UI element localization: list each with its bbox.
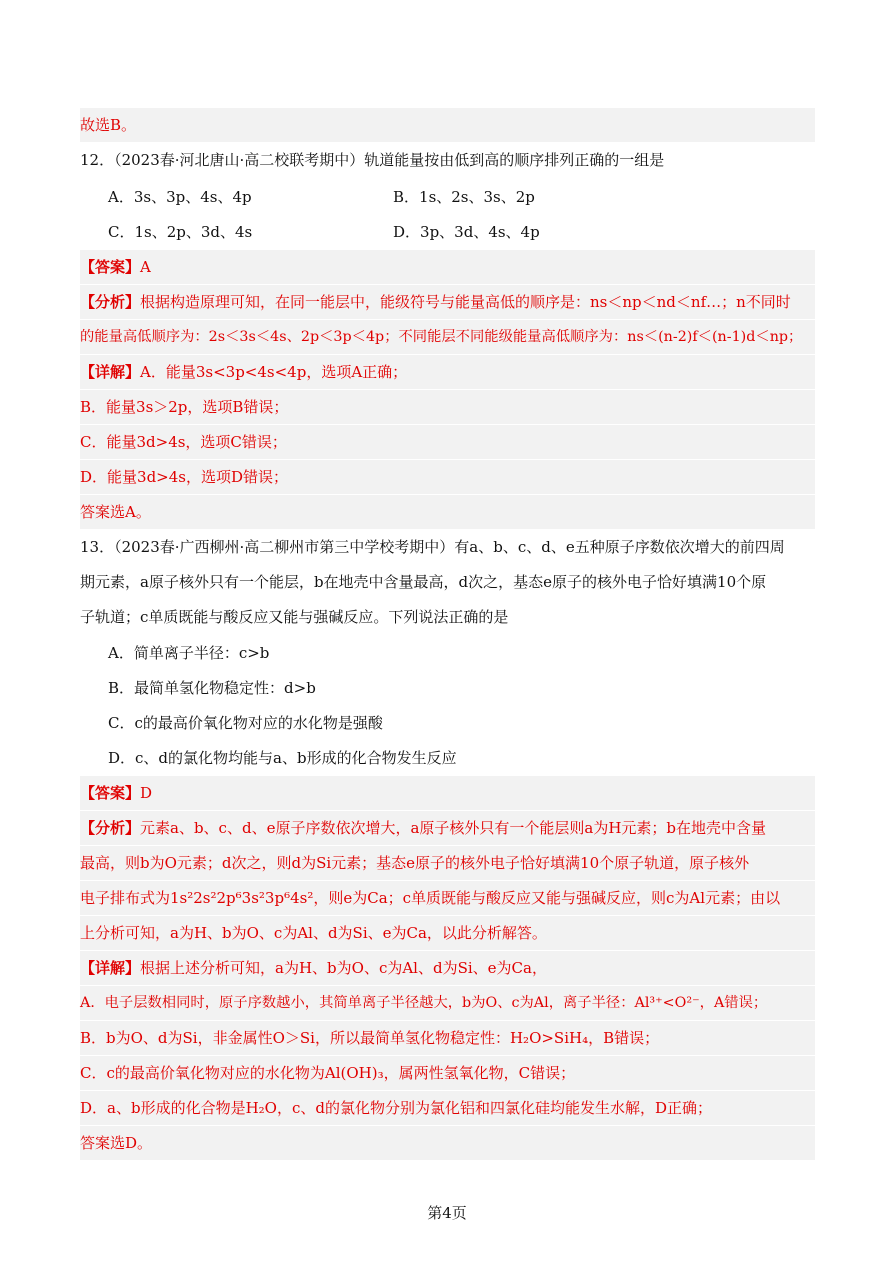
q12-option-b: B．1s、2s、3s、2p <box>393 188 535 206</box>
q13-analysis-line-2: 最高，则b为O元素；d次之，则d为Si元素；基态e原子的核外电子恰好填满10个原子轨道，原子核外 <box>80 846 815 880</box>
analysis-tag: 【分析】 <box>80 293 141 311</box>
page-number: 第4页 <box>427 1204 467 1222</box>
prev-conclusion: 故选B。 <box>80 108 815 142</box>
q13-stem-line-1: 13．（2023春·广西柳州·高二柳州市第三中学校考期中）有a、b、c、d、e五种原子序数依次增大的前四周 <box>80 538 785 556</box>
analysis-text: 元素a、b、c、d、e原子序数依次增大，a原子核外只有一个能层则a为H元素；b在地壳中含量 <box>140 819 767 837</box>
q12-option-d: D．3p、3d、4s、4p <box>393 223 540 241</box>
q12-option-a: A．3s、3p、4s、4p <box>108 188 252 206</box>
q12-analysis-line-2: 的能量高低顺序为：2s＜3s＜4s、2p＜3p＜4p；不同能层不同能级能量高低顺序为：ns＜(n-2)f＜(n-1)d＜np； <box>80 320 815 354</box>
q12-answer <box>80 250 815 284</box>
q13-option-a: A．简单离子半径：c>b <box>108 644 270 662</box>
detail-text: A．能量3s<3p<4s<4p，选项A正确； <box>140 363 408 381</box>
detail-tag: 【详解】 <box>80 959 141 977</box>
q12-option-c: C．1s、2p、3d、4s <box>108 223 253 241</box>
q12-detail-line-3: C．能量3d>4s，选项C错误； <box>80 425 815 459</box>
q13-conclusion: 答案选D。 <box>80 1126 815 1160</box>
q12-detail-line-4: D．能量3d>4s，选项D错误； <box>80 460 815 494</box>
q13-detail-line-3: B．b为O、d为Si，非金属性O＞Si，所以最简单氢化物稳定性：H₂O>SiH₄，B错误； <box>80 1021 815 1055</box>
q13-stem-line-3: 子轨道；c单质既能与酸反应又能与强碱反应。下列说法正确的是 <box>80 608 509 626</box>
answer-value: A <box>140 258 151 276</box>
detail-tag: 【详解】 <box>80 363 141 381</box>
analysis-tag: 【分析】 <box>80 819 141 837</box>
q13-stem-line-2: 期元素，a原子核外只有一个能层，b在地壳中含量最高，d次之，基态e原子的核外电子恰好填满10个原 <box>80 573 767 591</box>
q13-option-d: D．c、d的氯化物均能与a、b形成的化合物发生反应 <box>108 749 457 767</box>
q12-analysis-line-1 <box>80 285 815 319</box>
answer-value: D <box>140 784 153 802</box>
q13-option-b: B．最简单氢化物稳定性：d>b <box>108 679 316 697</box>
q13-answer <box>80 776 815 810</box>
q13-analysis-line-4: 上分析可知，a为H、b为O、c为Al、d为Si、e为Ca，以此分析解答。 <box>80 916 815 950</box>
q12-conclusion: 答案选A。 <box>80 495 815 529</box>
q13-detail-line-2: A．电子层数相同时，原子序数越小，其简单离子半径越大，b为O、c为Al，离子半径：Al³⁺<O²⁻，A错误； <box>80 986 815 1020</box>
q13-option-c: C．c的最高价氧化物对应的水化物是强酸 <box>108 714 383 732</box>
q12-stem: 12．（2023春·河北唐山·高二校联考期中）轨道能量按由低到高的顺序排列正确的一组是 <box>80 151 665 169</box>
q12-detail-line-2: B．能量3s＞2p，选项B错误； <box>80 390 815 424</box>
q12-detail-line-1 <box>80 355 815 389</box>
analysis-text: 根据构造原理可知，在同一能层中，能级符号与能量高低的顺序是：ns＜np＜nd＜nf…；n不同时 <box>140 293 791 311</box>
q13-detail-line-1 <box>80 951 815 985</box>
q13-detail-line-5: D．a、b形成的化合物是H₂O，c、d的氯化物分别为氯化铝和四氯化硅均能发生水解，D正确； <box>80 1091 815 1125</box>
answer-tag: 【答案】 <box>80 784 141 802</box>
q13-detail-line-4: C．c的最高价氧化物对应的水化物为Al(OH)₃，属两性氢氧化物，C错误； <box>80 1056 815 1090</box>
q13-analysis-line-1 <box>80 811 815 845</box>
q13-analysis-line-3: 电子排布式为1s²2s²2p⁶3s²3p⁶4s²，则e为Ca；c单质既能与酸反应又能与强碱反应，则c为Al元素；由以 <box>80 881 815 915</box>
detail-text: 根据上述分析可知，a为H、b为O、c为Al、d为Si、e为Ca， <box>140 959 547 977</box>
answer-tag: 【答案】 <box>80 258 141 276</box>
